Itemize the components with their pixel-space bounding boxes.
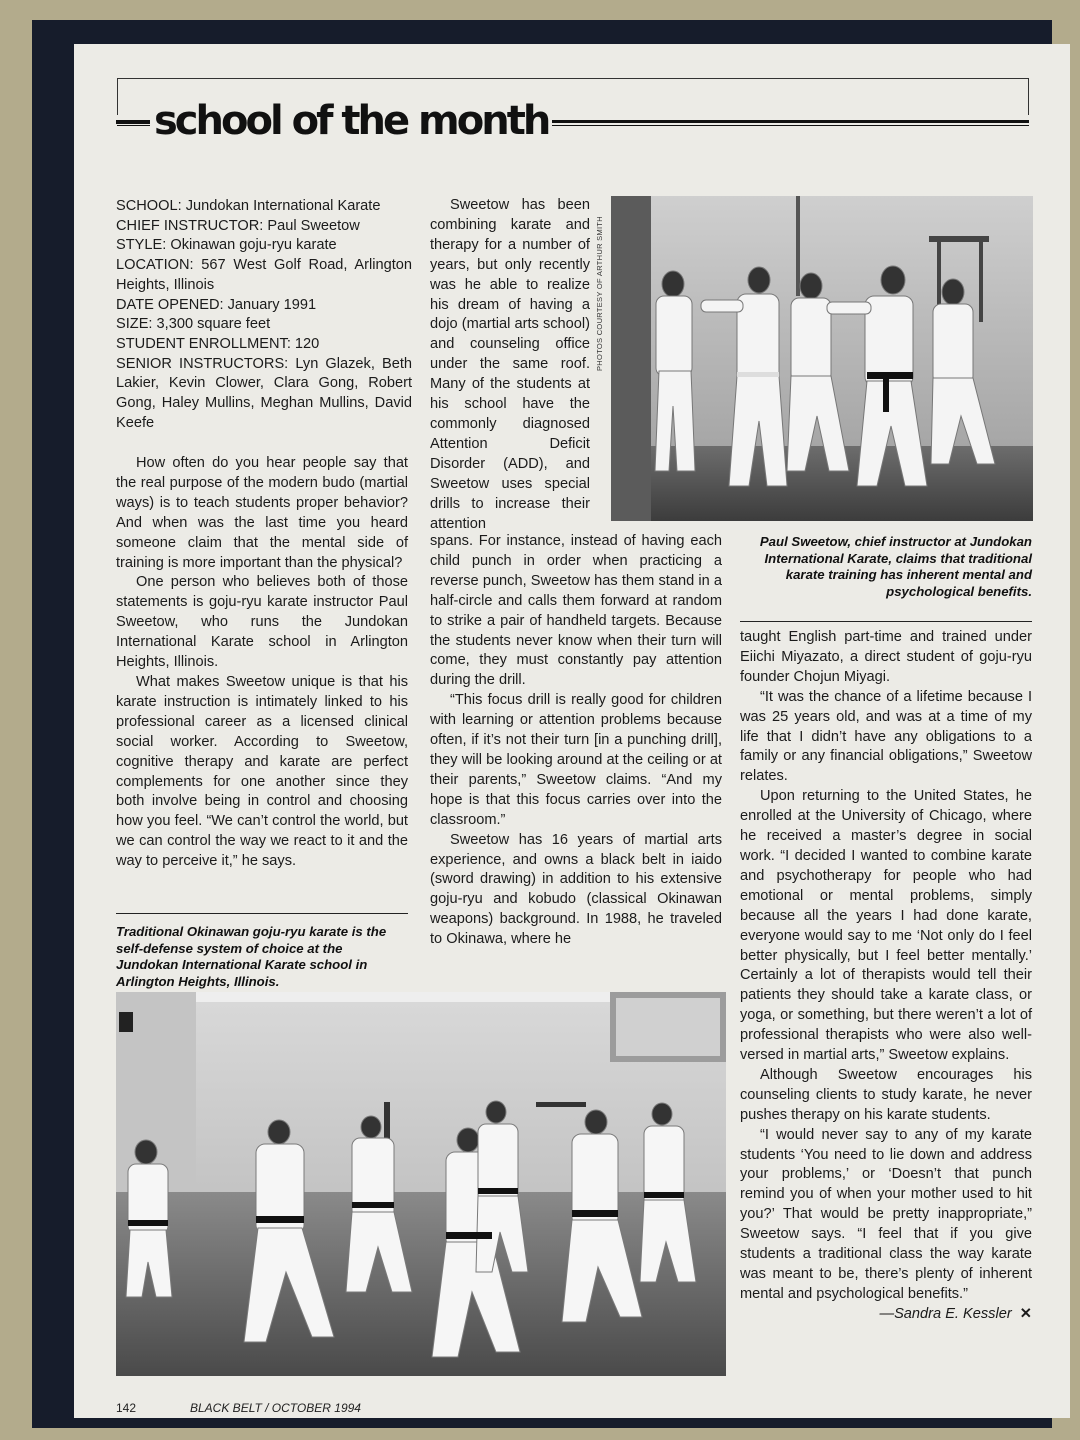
section-title: school of the month <box>150 96 552 146</box>
end-mark-icon: ✕ <box>1019 1305 1032 1322</box>
photo-caption-right: Paul Sweetow, chief instructor at Jundokan International Karate, claims that traditional karate training has inherent mental and psychological benefits. <box>759 534 1032 599</box>
article-column-1 <box>116 454 408 872</box>
fact-location: LOCATION: 567 West Golf Road, Arlington Heights, Illinois <box>116 257 412 293</box>
article-column-3 <box>740 628 1032 1325</box>
sparring-photo-illustration <box>611 196 1033 521</box>
paragraph: taught English part-time and trained under Eiichi Miyazato, a direct student of goju-ryu founder Chojun Miyagi. <box>740 629 1032 685</box>
paragraph: How often do you hear people say that the real purpose of the modern budo (martial ways) is to teach students proper behavior? And when was the last time you heard someone claim that the mental side of training is more important than the physical? <box>116 455 408 571</box>
page-number: 142 <box>116 1401 137 1415</box>
paragraph: Sweetow has 16 years of martial arts experience, and owns a black belt in iaido (sword drawing) in addition to his extensive goju-ryu and kobudo (classical Okinawan weapons) background. In 1988, he traveled to Okinawa, where he <box>430 831 722 948</box>
magazine-page <box>74 44 1070 1418</box>
paragraph: Upon returning to the United States, he enrolled at the University of Chicago, where he received a master’s degree in social work. “I decided I wanted to combine karate and psychotherapy for people who had emotional or mental problems, simply because all the years I had done karate, everyone would say to me ‘Not only do I feel better physically, but I feel better mentally.’ Certainly a lot of therapists would tell their patients they should take a karate class, or yoga, or something, but there weren’t a lot of professional therapists who were also well-versed in martial arts,” Sweetow explains. <box>740 788 1032 1064</box>
fact-date-opened: DATE OPENED: January 1991 <box>116 296 317 313</box>
photo-sparring-drill <box>611 196 1033 521</box>
photo-caption-left: Traditional Okinawan goju-ryu karate is the self-defense system of choice at the Jundokan International Karate school in Arlington Heights, Illinois. <box>116 924 387 989</box>
publication-line: BLACK BELT / OCTOBER 1994 <box>190 1401 361 1415</box>
display-frame <box>32 20 1052 1428</box>
fact-enrollment: STUDENT ENROLLMENT: 120 <box>116 335 320 352</box>
photo-credit: PHOTOS COURTESY OF ARTHUR SMITH <box>595 215 604 371</box>
paragraph: “I would never say to any of my karate students ‘You need to lie down and address your problems,’ or ‘Doesn’t that punch remind you of when your mother used to hit you?’ That would be pretty inappropriate,” Sweetow says. “I feel that if you give students a traditional class the way karate was meant to be, there’s plenty of inherent mental and psychological benefits.” <box>740 1126 1032 1302</box>
article-column-2-narrow <box>430 196 590 534</box>
fact-senior-instructors: SENIOR INSTRUCTORS: Lyn Glazek, Beth Lakier, Kevin Clower, Clara Gong, Robert Gong, Haley Mullins, Meghan Mullins, David Keefe <box>116 355 412 431</box>
caption-rule <box>740 621 1032 622</box>
paragraph: Although Sweetow encourages his counseling clients to study karate, he never pushes therapy on his karate students. <box>740 1066 1032 1123</box>
paragraph: “It was the chance of a lifetime because I was 25 years old, and was at a time of my life that I didn’t have any obligations to a family or any financial obligations,” Sweetow relates. <box>740 688 1032 785</box>
paragraph: “This focus drill is really good for children with learning or attention problems because often, if it’s not their turn [in a punching drill], they will be looking around at the ceiling or at their parents,” Sweetow claims. “And my hope is that this focus carries over into the classroom.” <box>430 692 722 828</box>
paragraph: What makes Sweetow unique is that his karate instruction is intimately linked to his professional career as a licensed clinical social worker. According to Sweetow, cognitive therapy and karate are perfect complements for one another since they both involve being in control and choosing how you feel. “We can’t control the world, but we can control the way we react to it and the way to perceive it,” he says. <box>116 673 408 870</box>
fact-instructor: CHIEF INSTRUCTOR: Paul Sweetow <box>116 217 360 234</box>
fact-style: STYLE: Okinawan goju-ryu karate <box>116 237 337 254</box>
byline-row <box>740 1305 1032 1325</box>
byline: —Sandra E. Kessler <box>879 1305 1012 1322</box>
fact-school: SCHOOL: Jundokan International Karate <box>116 198 381 214</box>
school-facts <box>116 197 412 433</box>
paragraph: spans. For instance, instead of having each child punch in order when practicing a reverse punch, Sweetow has them stand in a half-circle and calls them forward at random to strike a pair of handheld targets. Because the students never know when their turn will come, they must constantly pay attention during the drill. <box>430 533 722 689</box>
caption-rule <box>116 913 408 914</box>
paragraph: One person who believes both of those statements is goju-ryu karate instructor Paul Sweetow, who runs the Jundokan International Karate school in Arlington Heights, Illinois. <box>116 574 408 671</box>
class-photo-illustration <box>116 992 726 1376</box>
paragraph: Sweetow has been combining karate and therapy for a number of years, but only recently was he able to realize his dream of having a dojo (martial arts school) and counseling office under the same roof. Many of the students at his school have the commonly diagnosed Attention Deficit Disorder (ADD), and Sweetow uses special drills to increase their attention <box>430 197 590 532</box>
photo-class-kata <box>116 992 726 1376</box>
article-column-2-wide <box>430 532 722 950</box>
fact-size: SIZE: 3,300 square feet <box>116 316 271 333</box>
